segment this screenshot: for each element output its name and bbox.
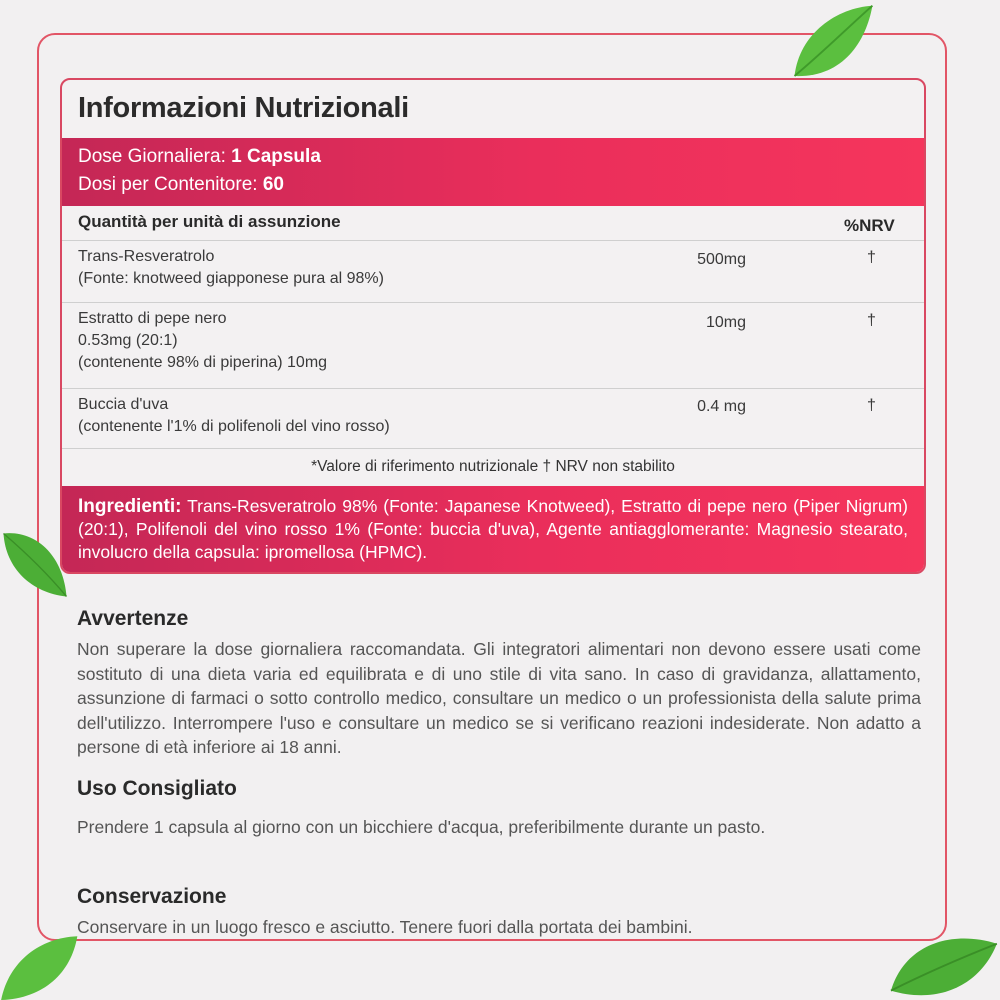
storage-title: Conservazione <box>77 885 227 908</box>
table-row-amount: 10mg <box>705 314 746 331</box>
table-row-name: Buccia d'uva (contenente l'1% di polifenoli del vino rosso) <box>78 396 390 435</box>
table-row-nrv: † <box>867 249 876 266</box>
leaf-icon <box>0 930 80 1000</box>
divider <box>62 240 924 241</box>
divider <box>62 302 924 303</box>
daily-dose: Dose Giornaliera: 1 Capsula <box>78 146 321 167</box>
header-nrv: %NRV <box>844 216 895 235</box>
table-row-nrv: † <box>867 397 876 414</box>
servings-per-container: Dosi per Contenitore: 60 <box>78 174 284 195</box>
warnings-body: Non superare la dose giornaliera raccomandata. Gli integratori alimentari non devono essere usati come sostituto di una dieta varia ed equilibrata e di uno stile di vita sano. In caso di gravidanza, allattamento, assunzione di farmaci o sotto controllo medico, consultare un medico o un professionista della salute prima dell'utilizzo. Interrompere l'uso e consultare un medico se si verificano reazioni indesiderate. Non adatto a persone di età inferiore ai 18 anni. <box>77 639 921 757</box>
table-row-name: Estratto di pepe nero 0.53mg (20:1) (contenente 98% di piperina) 10mg <box>78 310 328 371</box>
table-row-nrv: † <box>867 312 876 329</box>
usage-body: Prendere 1 capsula al giorno con un bicchiere d'acqua, preferibilmente durante un pasto. <box>77 817 766 837</box>
table-row-amount: 0.4 mg <box>697 398 746 415</box>
dose-band <box>62 138 924 206</box>
nutrition-panel <box>60 78 926 574</box>
usage-title: Uso Consigliato <box>77 777 237 800</box>
nrv-footnote: *Valore di riferimento nutrizionale † NRV non stabilito <box>311 458 675 475</box>
ingredients-text: Ingredienti: Trans-Resveratrolo 98% (Fonte: Japanese Knotweed), Estratto di pepe nero (Piper Nigrum) (20:1), Polifenoli del vino rosso 1% (Fonte: buccia d'uva), Agente antiagglomerante: Magnesio stearato, involucro della capsula: ipromellosa (HPMC). <box>78 496 908 562</box>
divider <box>62 388 924 389</box>
ingredients-label: Ingredienti: <box>78 496 182 517</box>
divider <box>62 448 924 449</box>
table-row-name: Trans-Resveratrolo (Fonte: knotweed giapponese pura al 98%) <box>78 248 384 287</box>
storage-body: Conservare in un luogo fresco e asciutto. Tenere fuori dalla portata dei bambini. <box>77 917 693 937</box>
table-row-amount: 500mg <box>697 251 746 268</box>
panel-title: Informazioni Nutrizionali <box>78 92 409 124</box>
warnings-title: Avvertenze <box>77 607 189 630</box>
ingredients-band <box>62 486 924 574</box>
header-quantity: Quantità per unità di assunzione <box>78 212 341 231</box>
